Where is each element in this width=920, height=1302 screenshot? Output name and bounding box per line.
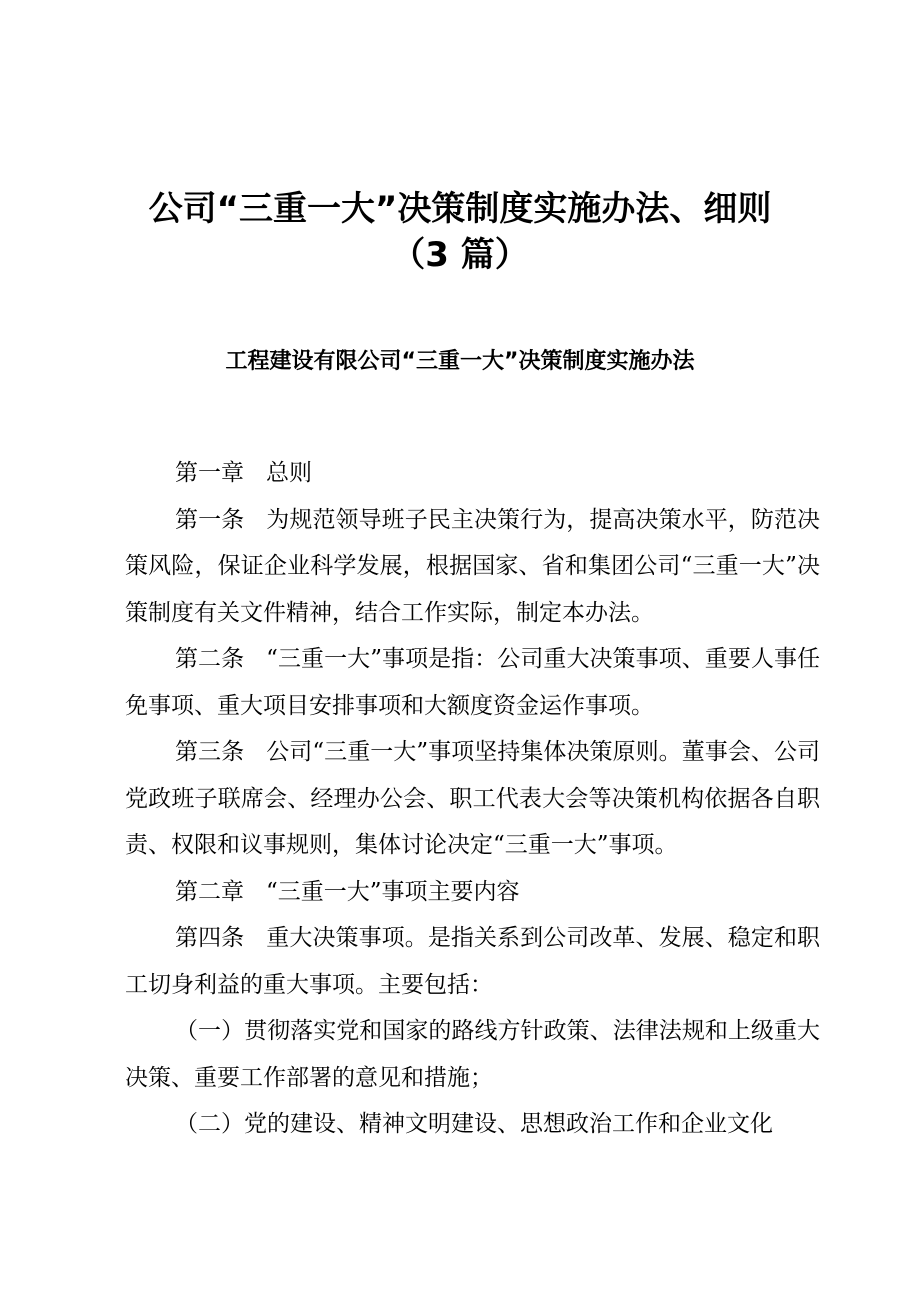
- article-label: 第三条: [175, 739, 245, 765]
- section-title: 工程建设有限公司“三重一大”决策制度实施办法: [225, 349, 695, 374]
- chapter-label: 第二章: [175, 878, 244, 905]
- article-text: 为规范领导班子民主决策行为，提高决策水平，防范决策风险，保证企业科学发展，根据国家、省和集团公司“三重一大”决策制度有关文件精神，结合工作实际，制定本办法。: [125, 506, 821, 626]
- list-item-2: [125, 1101, 820, 1148]
- list-item-text: （一）贯彻落实党和国家的路线方针政策、法律法规和上级重大决策、重要工作部署的意见和措施；: [125, 1018, 820, 1091]
- chapter-title: 总则: [266, 460, 312, 486]
- chapter-1-heading: [125, 450, 820, 497]
- article-4: [125, 915, 820, 1008]
- list-item-text: （二）党的建设、精神文明建设、思想政治工作和企业文化: [175, 1111, 773, 1137]
- document-body: [125, 450, 820, 1148]
- article-label: 第一条: [175, 506, 245, 533]
- article-text: 公司“三重一大”事项坚持集体决策原则。董事会、公司党政班子联席会、经理办公会、职工代表大会等决策机构依据各自职责、权限和议事规则，集体讨论决定“三重一大”事项。: [125, 739, 820, 858]
- article-2: [125, 636, 820, 729]
- article-1: [125, 497, 820, 637]
- article-label: 第二条: [175, 646, 245, 672]
- document-title: 公司“三重一大”决策制度实施办法、细则: [148, 189, 772, 229]
- list-item-1: [125, 1008, 820, 1101]
- chapter-label: 第一章: [175, 460, 244, 486]
- chapter-title: “三重一大”事项主要内容: [266, 878, 520, 905]
- chapter-2-heading: [125, 869, 820, 916]
- article-text: 重大决策事项。是指关系到公司改革、发展、稳定和职工切身利益的重大事项。主要包括：: [125, 925, 821, 998]
- article-3: [125, 729, 820, 869]
- article-text: “三重一大”事项是指：公司重大决策事项、重要人事任免事项、重大项目安排事项和大额度资金运作事项。: [125, 646, 820, 719]
- document-title-count: （3 篇）: [391, 235, 529, 275]
- article-label: 第四条: [175, 925, 245, 951]
